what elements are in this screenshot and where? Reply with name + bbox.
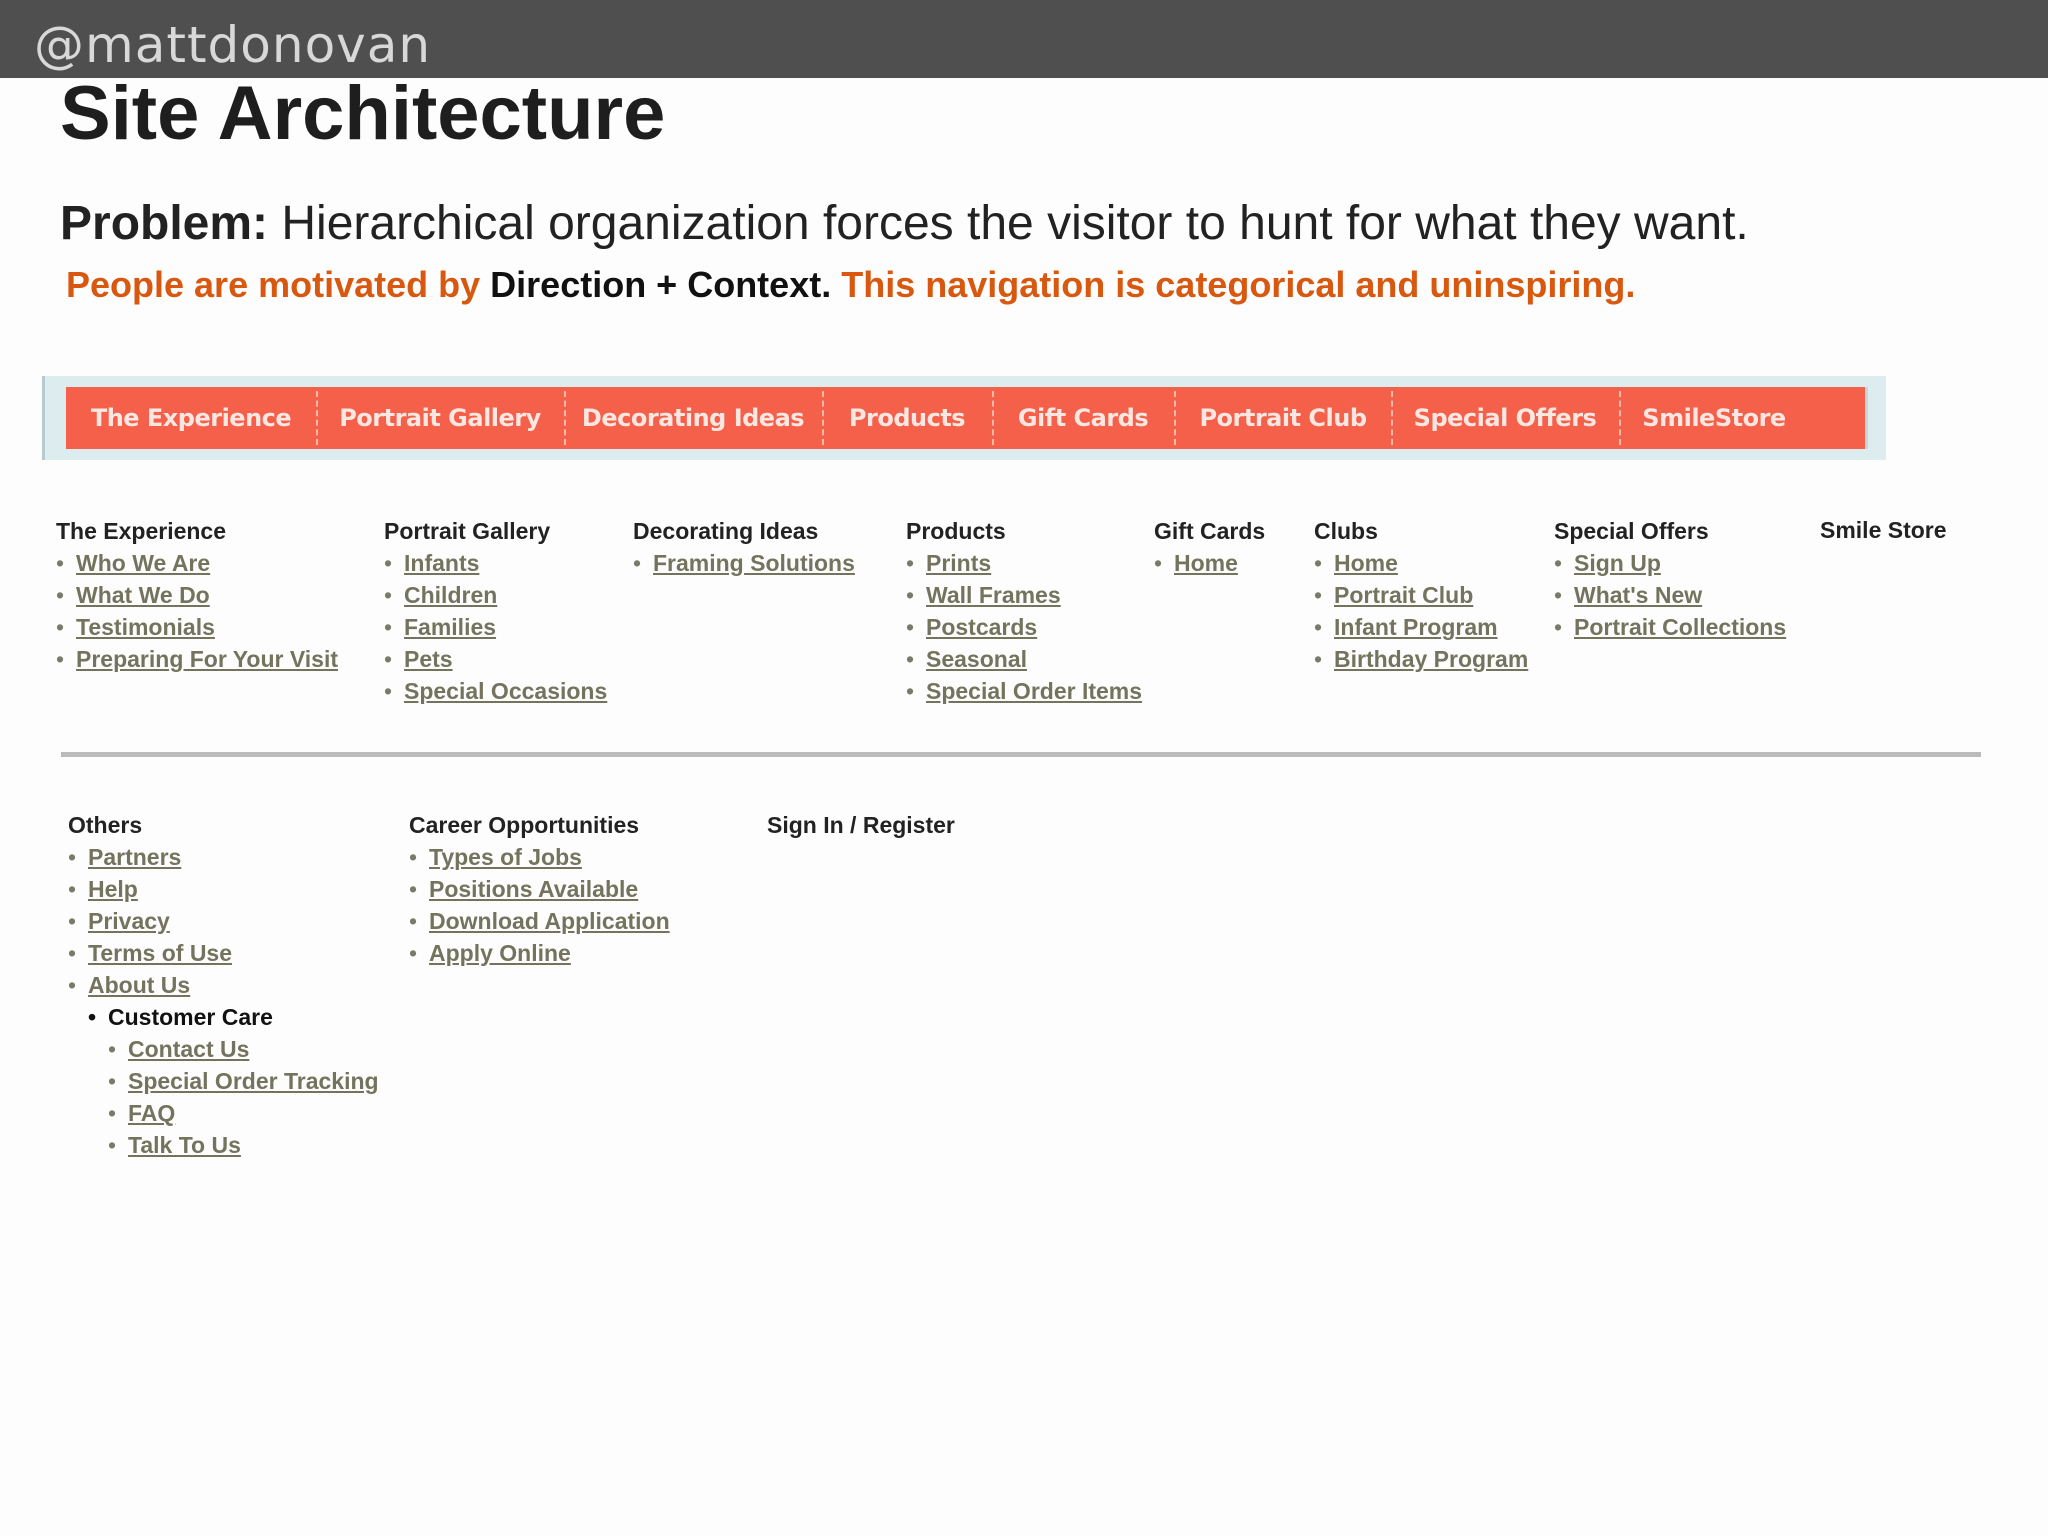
sitemap-link[interactable]: Special Order Items [926,678,1143,704]
divider [61,752,1981,757]
list-item [56,643,338,675]
list-item [384,675,607,707]
sitemap-link[interactable]: Preparing For Your Visit [76,646,339,672]
nav-item[interactable]: SmileStore [1642,404,1786,432]
nav-separator [564,391,566,445]
sitemap-link[interactable]: Types of Jobs [429,844,582,870]
sitemap-link[interactable]: What We Do [76,582,210,608]
sitemap-link[interactable]: Wall Frames [926,582,1061,608]
list-item [108,1097,379,1129]
col-heading: Gift Cards [1154,518,1266,544]
sitemap-column [1314,515,1528,675]
sitemap-link[interactable]: Home [1174,550,1238,576]
sitemap-link[interactable]: Special Occasions [404,678,608,704]
nav-separator [1391,391,1393,445]
list-item [409,873,670,905]
problem-label: Problem: [60,197,269,250]
motive-part-1: People are motivated by [66,264,491,305]
nav-item[interactable]: Decorating Ideas [581,404,805,432]
main-nav [66,387,1868,449]
sitemap-link[interactable]: Testimonials [76,614,215,640]
sitemap-column [384,515,607,707]
list-item [409,937,670,969]
col-heading: The Experience [56,518,227,544]
list-item [1554,547,1786,579]
list-item [68,969,379,1001]
sitemap-link[interactable]: Apply Online [429,940,571,966]
sitemap-column [1820,514,1947,546]
motive-part-2: Direction + Context. [490,264,832,305]
list-item [68,873,379,905]
list-item [409,905,670,937]
sitemap-link[interactable]: Contact Us [128,1036,250,1062]
list-item [68,905,379,937]
list-item [906,547,1142,579]
list-item [56,579,338,611]
sitemap-link[interactable]: Who We Are [76,550,211,576]
list-item [56,611,338,643]
list-item [1314,579,1528,611]
list-item [1314,643,1528,675]
list-item [1554,579,1786,611]
nav-item[interactable]: Portrait Gallery [339,404,541,432]
sitemap-column [906,515,1142,707]
sitemap-link[interactable]: Children [404,582,498,608]
signin-heading[interactable]: Sign In / Register [767,812,955,838]
nav-item[interactable]: Special Offers [1413,404,1597,432]
sitemap-link[interactable]: Framing Solutions [653,550,855,576]
list-item [108,1129,379,1161]
sitemap-link[interactable]: Positions Available [429,876,639,902]
list-item [68,841,379,873]
list-item [1154,547,1265,579]
sitemap-link[interactable]: What's New [1574,582,1703,608]
sitemap-link[interactable]: Help [88,876,138,902]
col-heading: Career Opportunities [409,812,640,838]
sitemap-link[interactable]: Download Application [429,908,670,934]
list-item [1314,547,1528,579]
nav-separator [1619,391,1621,445]
list-item [108,1033,379,1065]
sitemap-link[interactable]: Birthday Program [1334,646,1529,672]
motive-part-3: This navigation is categorical and uninspiring. [831,264,1636,305]
page-title: Site Architecture [60,71,666,156]
customer-care-label: Customer Care [108,1004,273,1030]
sitemap-column [1154,515,1265,579]
problem-statement [60,196,1749,251]
list-item [384,611,607,643]
sitemap-link[interactable]: Infant Program [1334,614,1498,640]
sitemap-link[interactable]: Prints [926,550,992,576]
nav-separator [1174,391,1176,445]
list-item [633,547,855,579]
sitemap-link[interactable]: Postcards [926,614,1038,640]
footer-col-others [68,809,379,1161]
list-item [68,937,379,969]
nav-separator [822,391,824,445]
col-heading: Smile Store [1820,517,1947,543]
sitemap-link[interactable]: Seasonal [926,646,1027,672]
sitemap-link[interactable]: Families [404,614,497,640]
motivation-statement [66,264,1635,306]
nav-item[interactable]: Portrait Club [1199,404,1367,432]
nav-item[interactable]: Products [848,404,966,432]
sitemap-link[interactable]: Talk To Us [128,1132,241,1158]
list-item [906,611,1142,643]
sitemap-link[interactable]: Portrait Collections [1574,614,1787,640]
footer-col-career [409,809,670,969]
sitemap-link[interactable]: FAQ [128,1100,176,1126]
list-item [1314,611,1528,643]
col-heading: Portrait Gallery [384,518,551,544]
problem-text: Hierarchical organization forces the visitor to hunt for what they want. [268,197,1749,250]
col-heading: Special Offers [1554,518,1709,544]
col-heading: Clubs [1314,518,1378,544]
customer-care-heading [88,1001,379,1033]
sitemap-column [633,515,855,579]
nav-separator [316,391,318,445]
sitemap-link[interactable]: Infants [404,550,480,576]
sitemap-link[interactable]: Terms of Use [88,940,233,966]
sitemap-link[interactable]: Sign Up [1574,550,1661,576]
sitemap-link[interactable]: Pets [404,646,453,672]
col-heading: Others [68,812,143,838]
list-item [906,675,1142,707]
sitemap-column [56,515,338,675]
sitemap-link[interactable]: Home [1334,550,1398,576]
col-heading: Decorating Ideas [633,518,819,544]
list-item [906,579,1142,611]
list-item [409,841,670,873]
sitemap-link[interactable]: Privacy [88,908,170,934]
nav-bar-screenshot [42,376,1886,460]
sitemap-link[interactable]: Special Order Tracking [128,1068,379,1094]
footer-col-signin [767,809,955,841]
list-item [384,643,607,675]
list-item [384,579,607,611]
nav-item[interactable]: Gift Cards [1017,404,1149,432]
list-item [56,547,338,579]
col-heading: Products [906,518,1006,544]
list-item [384,547,607,579]
nav-item[interactable]: The Experience [90,404,292,432]
nav-separator [992,391,994,445]
list-item [1554,611,1786,643]
author-handle: @mattdonovan [34,16,432,74]
list-item [108,1065,379,1097]
sitemap-link[interactable]: Portrait Club [1334,582,1474,608]
sitemap-column [1554,515,1786,643]
sitemap-link[interactable]: About Us [88,972,191,998]
sitemap-link[interactable]: Partners [88,844,182,870]
top-bar [0,0,2048,78]
list-item [906,643,1142,675]
